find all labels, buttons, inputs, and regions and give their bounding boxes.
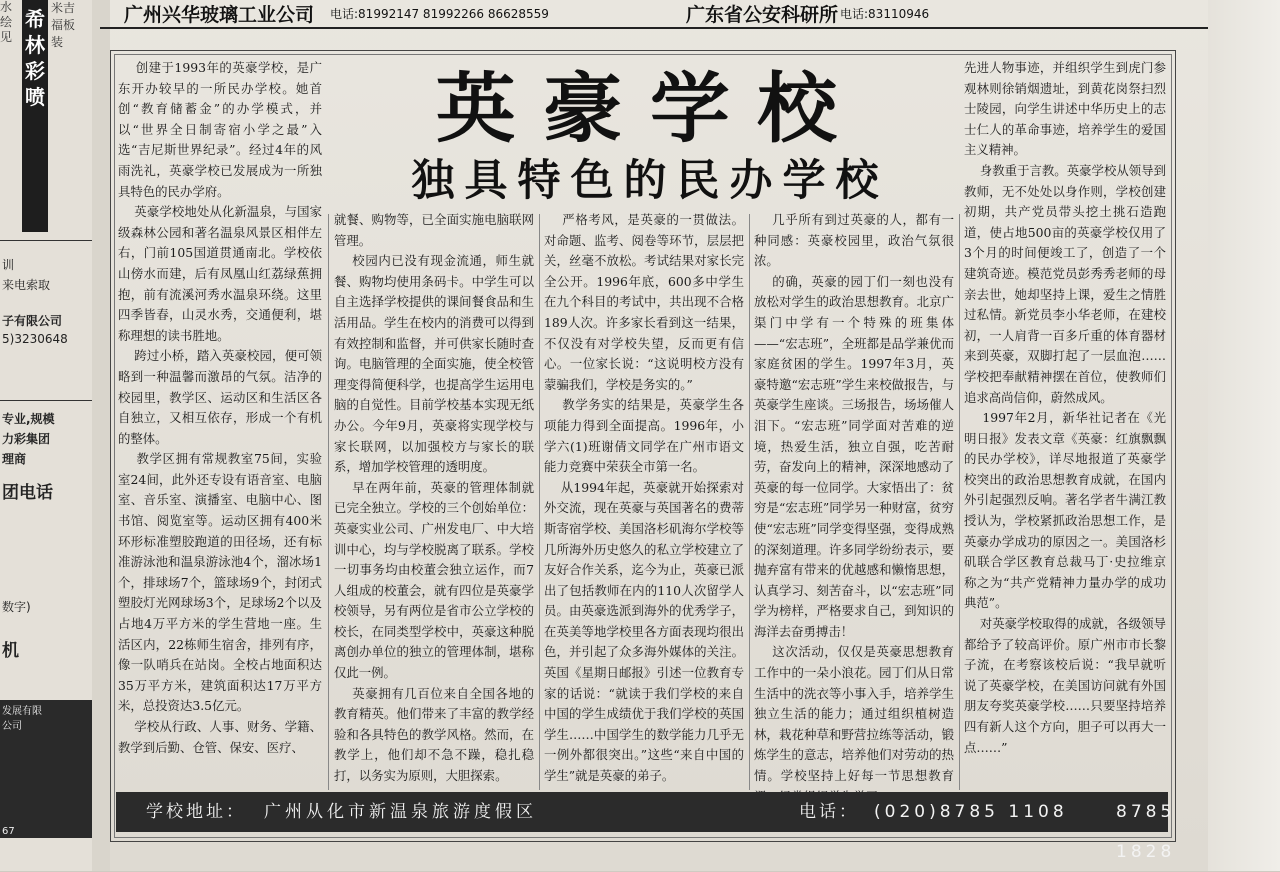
ad-fragment-5: 专业,规模 <box>2 412 55 426</box>
banner-company-left: 广州兴华玻璃工业公司 <box>124 4 315 26</box>
ad-fragment-10: 机 <box>2 641 19 661</box>
divider <box>0 240 92 241</box>
article-column-2: 就餐、购物等，已全面实施电脑联网管理。 校园内已没有现金流通，师生就餐、购物均使用条码卡。中学生可以自主选择学校提供的课间餐食品和生活用品。学生在校内的消费可以得到有效控制和监督，并可供家长随时查询。电脑管理的全面实施，使全校管理变得简便科学，也提高学生运用电脑的自觉性。目前学校基本实现无纸办公。今年9月，英豪将实现学校与家长联网，以加强校方与家长的联系，增加学校管理的透明度。 早在两年前，英豪的管理体制就已完全独立。学校的三个创始单位：英豪实业公司、广州发电厂、中大培训中心，均与学校脱离了联系。学校一切事务均由校董会独立运作，而7人组成的校董会，就有四位是英豪学校领导，另有两位是省市公立学校的校长，在同类型学校中，英豪这种脱离创办单位的独立的管理体制，堪称仅此一例。 英豪拥有几百位来自全国各地的教育精英。他们带来了丰富的教学经验和各具特色的教学风格。然而，在教学上，他们却不急不躁，稳扎稳打，以务实为原则，大胆探索。 <box>334 212 534 784</box>
school-address: 广州从化市新温泉旅游度假区 <box>264 802 537 822</box>
left-ad-column <box>0 0 96 871</box>
article-title: 英豪学校 <box>435 64 865 153</box>
ad-fragment-3: 子有限公司 <box>2 314 63 328</box>
address-label: 学校地址： <box>146 802 246 822</box>
column-rule <box>539 214 540 790</box>
phone-label: 电话： <box>799 802 859 822</box>
gutter <box>92 0 110 871</box>
left-column-fragment-text-2: 米吉福板装 <box>51 1 76 49</box>
ad-fragment-2: 来电索取 <box>2 278 51 292</box>
vertical-title: 希林彩喷 <box>25 7 45 109</box>
phone-number-2: 8785 1828 <box>1116 802 1176 862</box>
ad-fragment-6: 力彩集团 <box>2 432 51 446</box>
column-rule <box>328 214 329 790</box>
ad-fragment-4: 5)3230648 <box>2 332 68 346</box>
banner-phones-left: 电话:81992147 81992266 86628559 <box>330 7 549 21</box>
ad-fragment-12: 67 <box>2 826 15 837</box>
divider <box>0 400 92 401</box>
divider <box>100 27 1210 29</box>
article-column-1: 创建于1993年的英豪学校，是广东开办较早的一所民办学校。她首创“教育储蓄金”的办学模式，并以“世界全日制寄宿小学之最”入选“吉尼斯世界纪录”。经过4年的风雨洗礼，英豪学校已发展成为一所独具特色的民办学府。 英豪学校地处从化新温泉，与国家级森林公园和著名温泉风景区相伴左右，门前105国道贯通南北。学校依山傍水而建，后有凤凰山红荔绿蕉拥抱，前有流溪河秀水温泉环绕。这里四季皆春，山灵水秀，交通便利，堪称理想的读书胜地。 跨过小桥，踏入英豪校园，便可领略到一种温馨而激昂的气氛。洁净的校园里，教学区、运动区和生活区各自独立，又相互依存，形成一个有机的整体。 教学区拥有常规教室75间，实验室24间，此外还专设有语音室、电脑室、音乐室、演播室、电脑中心、图书馆、阅览室等。运动区拥有400米环形标准塑胶跑道的田径场，还有标准游泳池和温泉游泳池4个，溜冰场1个，排球场7个，篮球场9个，封闭式塑胶灯光网球场3个，足球场2个以及占地4万平方米的学生营地一座。生活区内，22栋师生宿舍，排列有序，像一队哨兵在站岗。全校占地面积达35万平方米，建筑面积达17万平方米，总投资达3.5亿元。 学校从行政、人事、财务、学籍、教学到后勤、仓管、保安、医疗、 <box>118 60 323 755</box>
phone-number-1: (020)8785 1108 <box>874 802 1068 822</box>
ad-fragment-9: 数字) <box>2 600 31 614</box>
school-address-bar <box>116 792 1176 862</box>
dark-ad-box <box>0 700 48 838</box>
top-banner <box>108 0 1208 30</box>
ad-fragment-7: 理商 <box>2 452 27 466</box>
page-margin-right <box>1208 0 1280 871</box>
banner-phone-right: 电话:83110946 <box>840 7 930 21</box>
vertical-title-bar <box>22 0 48 232</box>
column-rule <box>959 214 960 790</box>
dark-ad-box-2 <box>48 700 94 838</box>
left-column-fragment-text: 水绘见 <box>0 0 13 44</box>
article-column-5: 先进人物事迹，并组织学生到虎门参观林则徐销烟遗址，到黄花岗祭扫烈士陵园，向学生讲述中华历史上的志士仁人的革命事迹，培养学生的爱国主义精神。 身教重于言教。英豪学校从领导到教师，无不处处以身作则，学校创建初期，共产党员带头挖土挑石造跑道，使占地500亩的英豪学校仅用了3个月的时间便竣工了，创造了一个建筑奇迹。模范党员彭秀秀老师的母亲去世，她却坚持上课，爱生之情胜过私情。新党员李小华老师，在建校初，一人肩背一百多斤重的体育器材来到英豪，双脚打起了一层血泡……学校把奉献精神摆在首位，使教师们追求高尚信仰，蔚然成风。 1997年2月，新华社记者在《光明日报》发表文章《英豪：红旗飘飘的民办学校》，详尽地报道了英豪学校突出的政治思想教育成就，在国内外引起强烈反响。著名学者牛满江教授认为，学校紧抓政治思想工作，是英豪办学成功的原因之一。美国洛杉矶联合学区教育总裁马丁·史拉维京称之为“共产党精神力量办学的成功典范”。 对英豪学校取得的成就，各级领导都给予了较高评价。原广州市市长黎子流，在考察该校后说：“我早就听说了英豪学校，在美国访问就有外国朋友夸奖英豪学校……只要坚持培养四有新人这个方向，胆子可以再大一点……” <box>964 60 1166 755</box>
ad-fragment-11: 发展有限公司 <box>2 706 42 732</box>
article-subtitle: 独具特色的民办学校 <box>411 156 889 206</box>
article-column-4: 几乎所有到过英豪的人，都有一种同感：英豪校园里，政治气氛很浓。 的确，英豪的园丁们一刻也没有放松对学生的政治思想教育。北京广渠门中学有一个特殊的班集体——“宏志班”，全班都是品学兼优而家庭贫困的学生。1997年3月，英豪特邀“宏志班”学生来校做报告，与英豪学生座谈。三场报告，场场催人泪下。“宏志班”同学面对苦难的逆境，热爱生活，独立自强，吃苦耐劳，奋发向上的精神，深深地感动了英豪的每一位同学。大家悟出了：贫穷是“宏志班”同学另一种财富，贫穷使“宏志班”同学变得坚强，变得成熟的深刻道理。许多同学纷纷表示，要抛弃富有带来的优越感和懒惰思想，认真学习、刻苦奋斗，以“宏志班”同学为榜样，严格要求自己，到知识的海洋去奋勇搏击！ 这次活动，仅仅是英豪思想教育工作中的一朵小浪花。园丁们从日常生活中的洗衣等小事入手，培养学生独立生活的能力；通过组织植树造林，栽花种草和野营拉练等活动，锻炼学生的意志，培养他们对劳动的热情。学校坚持上好每一节思想教育 <box>754 212 954 784</box>
article-column-3: 严格考风，是英豪的一贯做法。对命题、监考、阅卷等环节，层层把关，丝毫不放松。考试结果对家长完全公开。1996年底，600多中学生在九个科目的考试中，共出现不合格189人次。许多家长看到这一结果，不仅没有对学校失望，反而更有信心。一位家长说：“这说明校方没有蒙骗我们，学校是务实的。” 教学务实的结果是，英豪学生各项能力得到全面提高。1996年，小学六(1)班谢倩文同学在广州市语文能力竞赛中荣获全市第一名。 从1994年起，英豪就开始探索对外交流，现在英豪与英国著名的费蒂斯寄宿学校、美国洛杉矶海尔学校等几所海外历史悠久的私立学校建立了友好合作关系，迄今为止，英豪已派出了包括教师在内的110人次留学人员。由英豪选派到海外的优秀学子，在英美等地学校里各方面表现均很出色，并引起了众多海外媒体的关注。英国《星期日邮报》引述一位教育专家的话说：“就读于我们学校的来自中国的学生成绩优于我们学校的英国学生……中国学生的数学能力几乎无一例外都很突出。”这些“来自中国的学生”就是英豪的弟子。 <box>544 212 744 784</box>
banner-company-right: 广东省公安科研所 <box>686 4 839 26</box>
ad-fragment-8: 团电话 <box>2 483 53 503</box>
ad-fragment-1: 训 <box>2 258 15 272</box>
column-rule <box>749 214 750 790</box>
